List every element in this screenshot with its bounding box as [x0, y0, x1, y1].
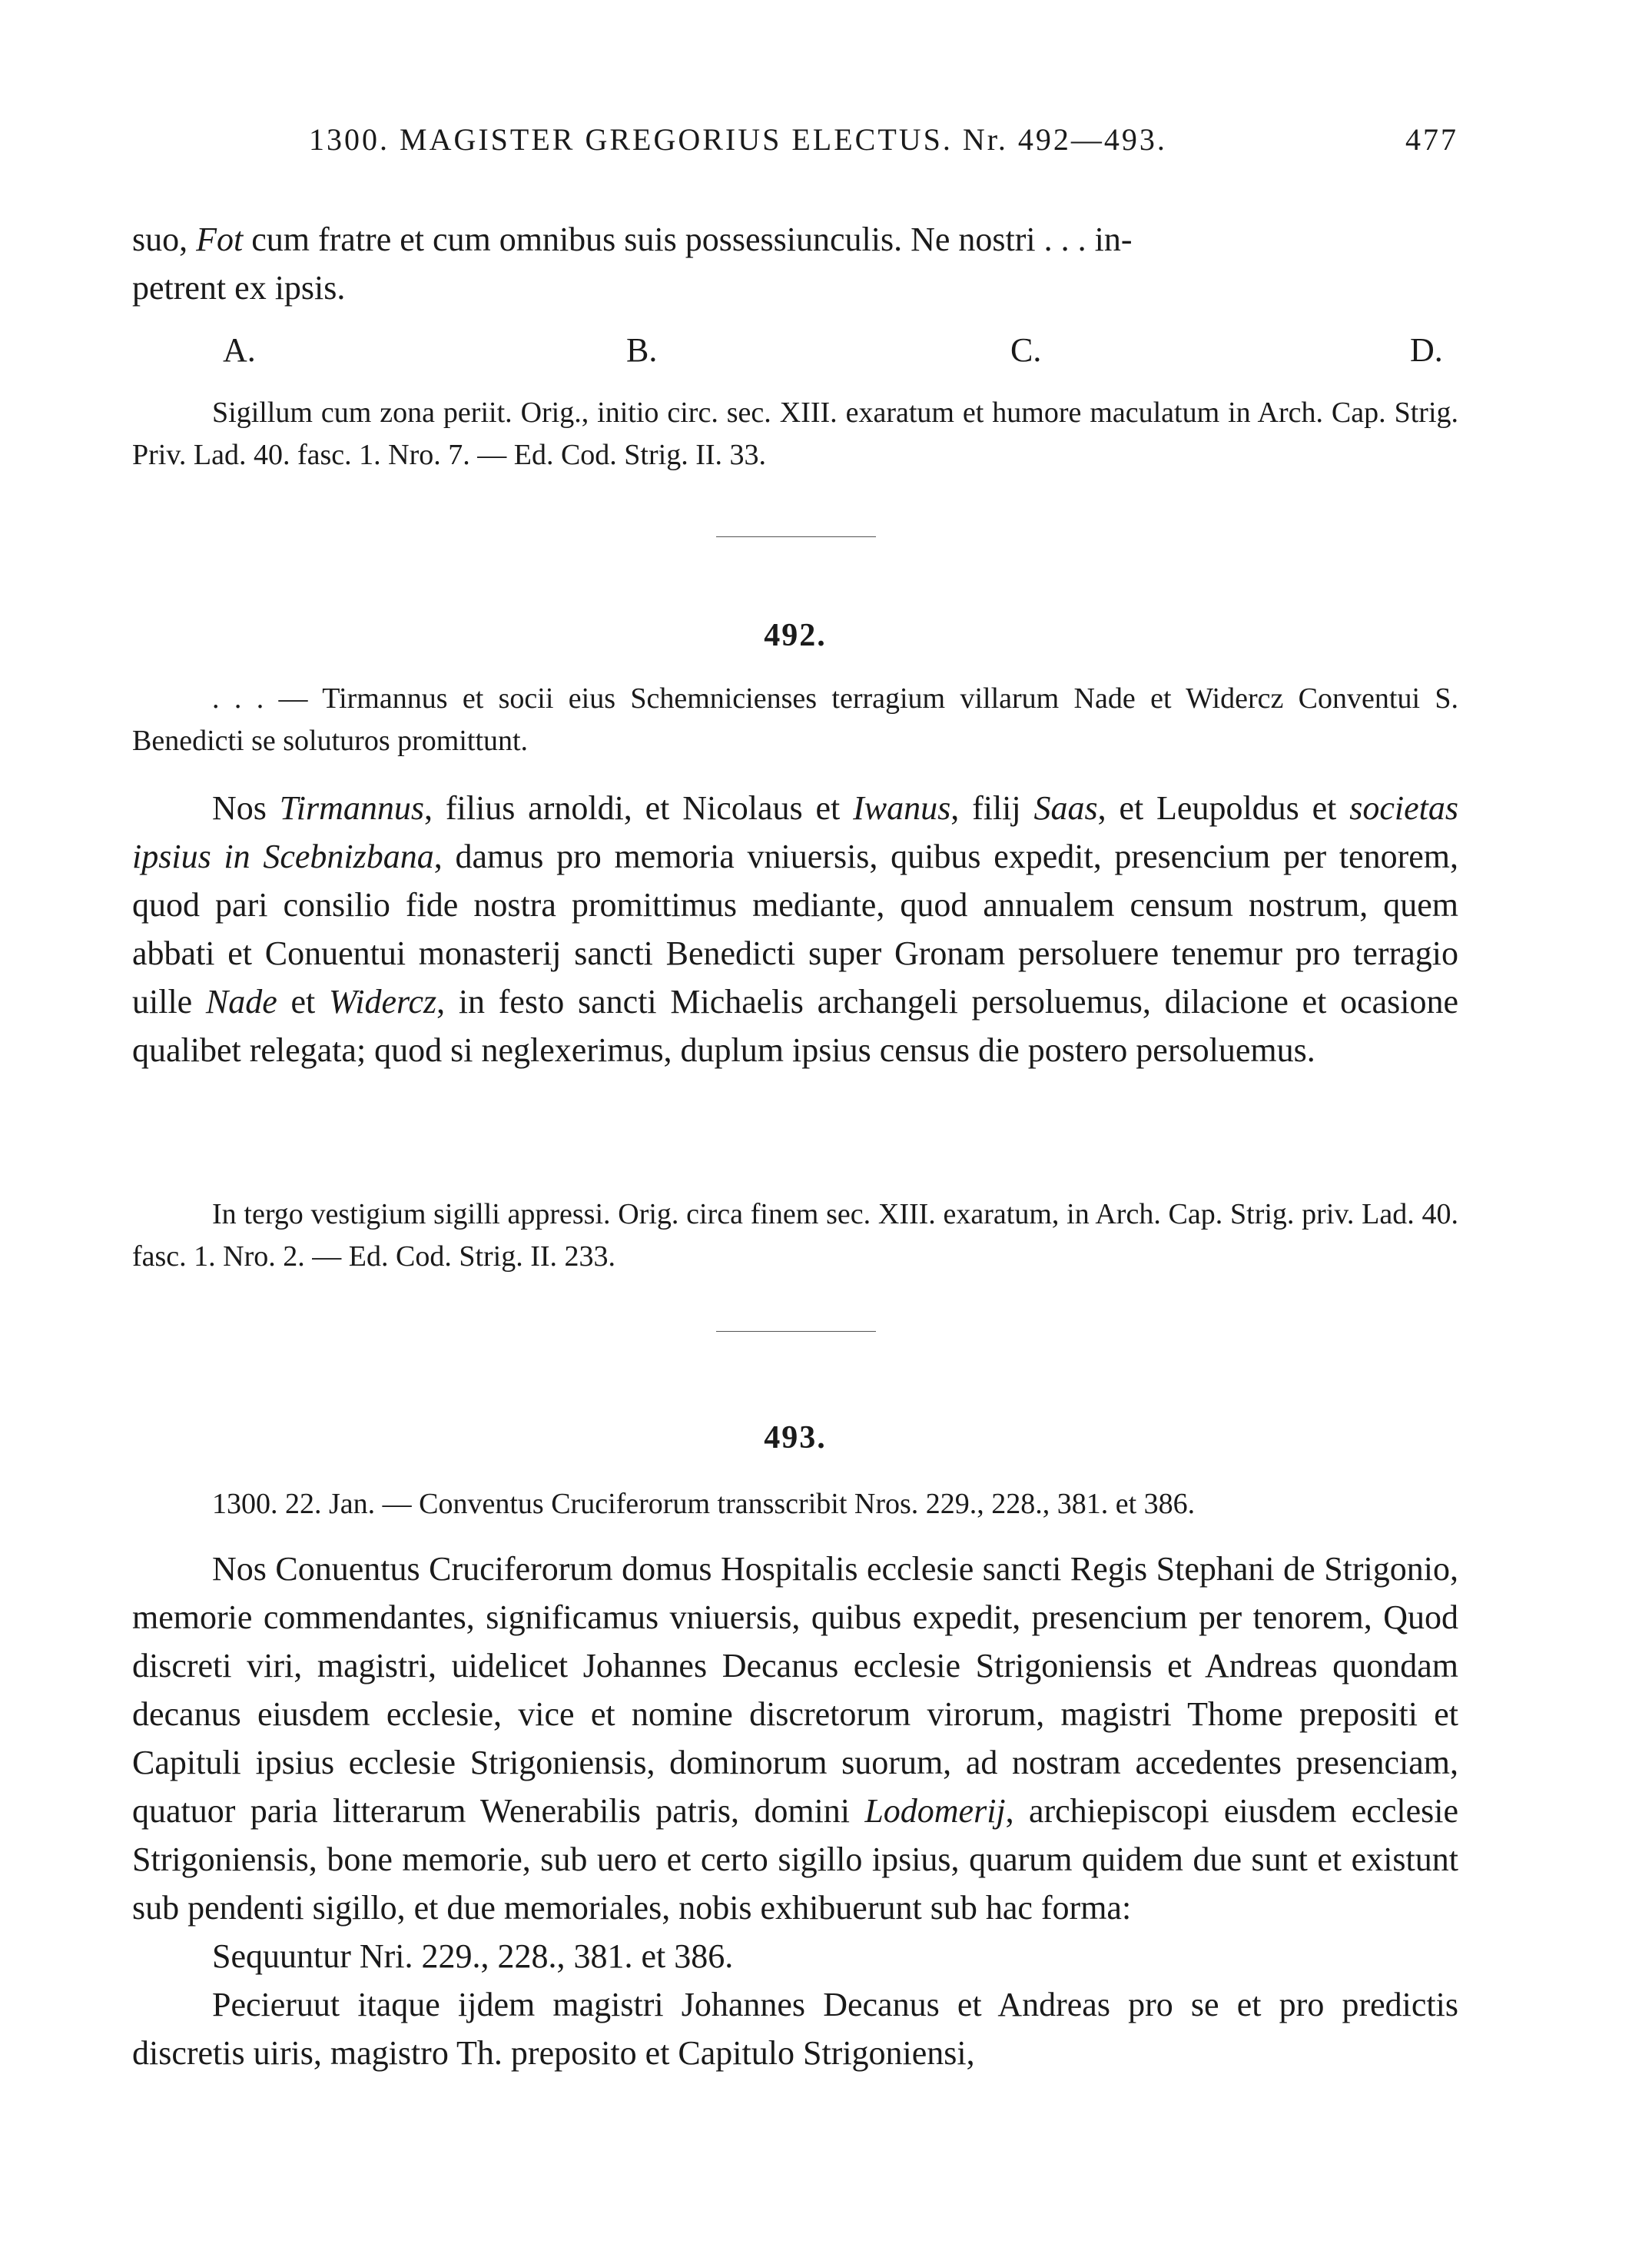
- document-493-summary: 1300. 22. Jan. — Conventus Cruciferorum transscribit Nros. 229., 228., 381. et 386.: [212, 1488, 1196, 1520]
- document-page: [132, 0, 1458, 2267]
- continuation-text: suo, Fot cum fratre et cum omnibus suis possessiunculis. Ne nostri . . . in- petrent ex ipsis.: [132, 221, 1133, 307]
- document-493-final: Pecieruut itaque ijdem magistri Johannes Decanus et Andreas pro se et pro predictis discretis uiris, magistro Th. preposito et Capitulo Strigoniensi,: [132, 1986, 1458, 2072]
- page-number: 477: [1405, 122, 1458, 157]
- name-fot: Fot: [196, 221, 244, 258]
- section-divider: [716, 1331, 876, 1332]
- letter-a: A.: [223, 331, 256, 369]
- document-493-sequuntur: Sequuntur Nri. 229., 228., 381. et 386.: [212, 1937, 734, 1975]
- letter-c: C.: [1010, 331, 1042, 369]
- document-492-note: In tergo vestigium sigilli appressi. Orig. circa finem sec. XIII. exaratum, in Arch. Cap. Strig. priv. Lad. 40. fasc. 1. Nro. 2. — Ed. Cod. Strig. II. 233.: [132, 1198, 1458, 1273]
- letter-d: D.: [1410, 331, 1443, 369]
- document-493-text: Nos Conuentus Cruciferorum domus Hospitalis ecclesie sancti Regis Stephani de Strigonio, memorie commendantes, significamus vniuersis, quibus expedit, presencium per tenorem, Quod discreti viri, magistri, uidelicet Johannes Decanus ecclesie Strigoniensis et Andreas quondam decanus eiusdem ecclesie, vice et nomine discretorum virorum, magistri Thome prepositi et Capituli ipsius ecclesie Strigoniensis, dominorum suorum, ad nostram accedentes presenciam, quatuor paria litterarum Wenerabilis patris, domini Lodomerij, archiepiscopi eiusdem ecclesie Strigoniensis, bone memorie, sub uero et certo sigillo ipsius, quarum quidem due sunt et existunt sub pendenti sigillo, et due memoriales, nobis exhibuerunt sub hac forma: Sequuntur Nri. 229., 228., 381. et 386. Pecieruut itaque ijdem magistri Johannes Decanus et Andreas pro se et pro predictis discretis uiris, magistro Th. preposito et Capitulo Strigoniensi,: [132, 1545, 1458, 2077]
- document-492-summary: . . . — Tirmannus et socii eius Schemnicienses terragium villarum Nade et Widercz Conventui S. Benedicti se soluturos promittunt.: [132, 682, 1458, 757]
- chirograph-letters: [223, 330, 1452, 377]
- running-head: [132, 121, 1458, 168]
- document-number-493: 493.: [764, 1420, 827, 1455]
- document-492-text: Nos Tirmannus, filius arnoldi, et Nicolaus et Iwanus, filij Saas, et Leupoldus et societas ipsius in Scebnizbana, damus pro memoria vniuersis, quibus expedit, presencium per tenorem, quod pari consilio fide nostra promittimus mediante, quod annualem censum nostrum, quem abbati et Conuentui monasterij sancti Benedicti super Gronam persoluere tenemur pro terragio uille Nade et Widercz, in festo sancti Michaelis archangeli persoluemus, dilacione et ocasione qualibet relegata; quod si neglexerimus, duplum ipsius census die postero persoluemus.: [132, 789, 1459, 1069]
- section-divider: [716, 536, 876, 537]
- document-number-492: 492.: [764, 618, 827, 653]
- previous-document-note: Sigillum cum zona periit. Orig., initio circ. sec. XIII. exaratum et humore maculatum in Arch. Cap. Strig. Priv. Lad. 40. fasc. 1. Nro. 7. — Ed. Cod. Strig. II. 33.: [132, 397, 1458, 471]
- running-head-title: 1300. MAGISTER GREGORIUS ELECTUS. Nr. 492—493.: [309, 122, 1167, 157]
- letter-b: B.: [626, 331, 658, 369]
